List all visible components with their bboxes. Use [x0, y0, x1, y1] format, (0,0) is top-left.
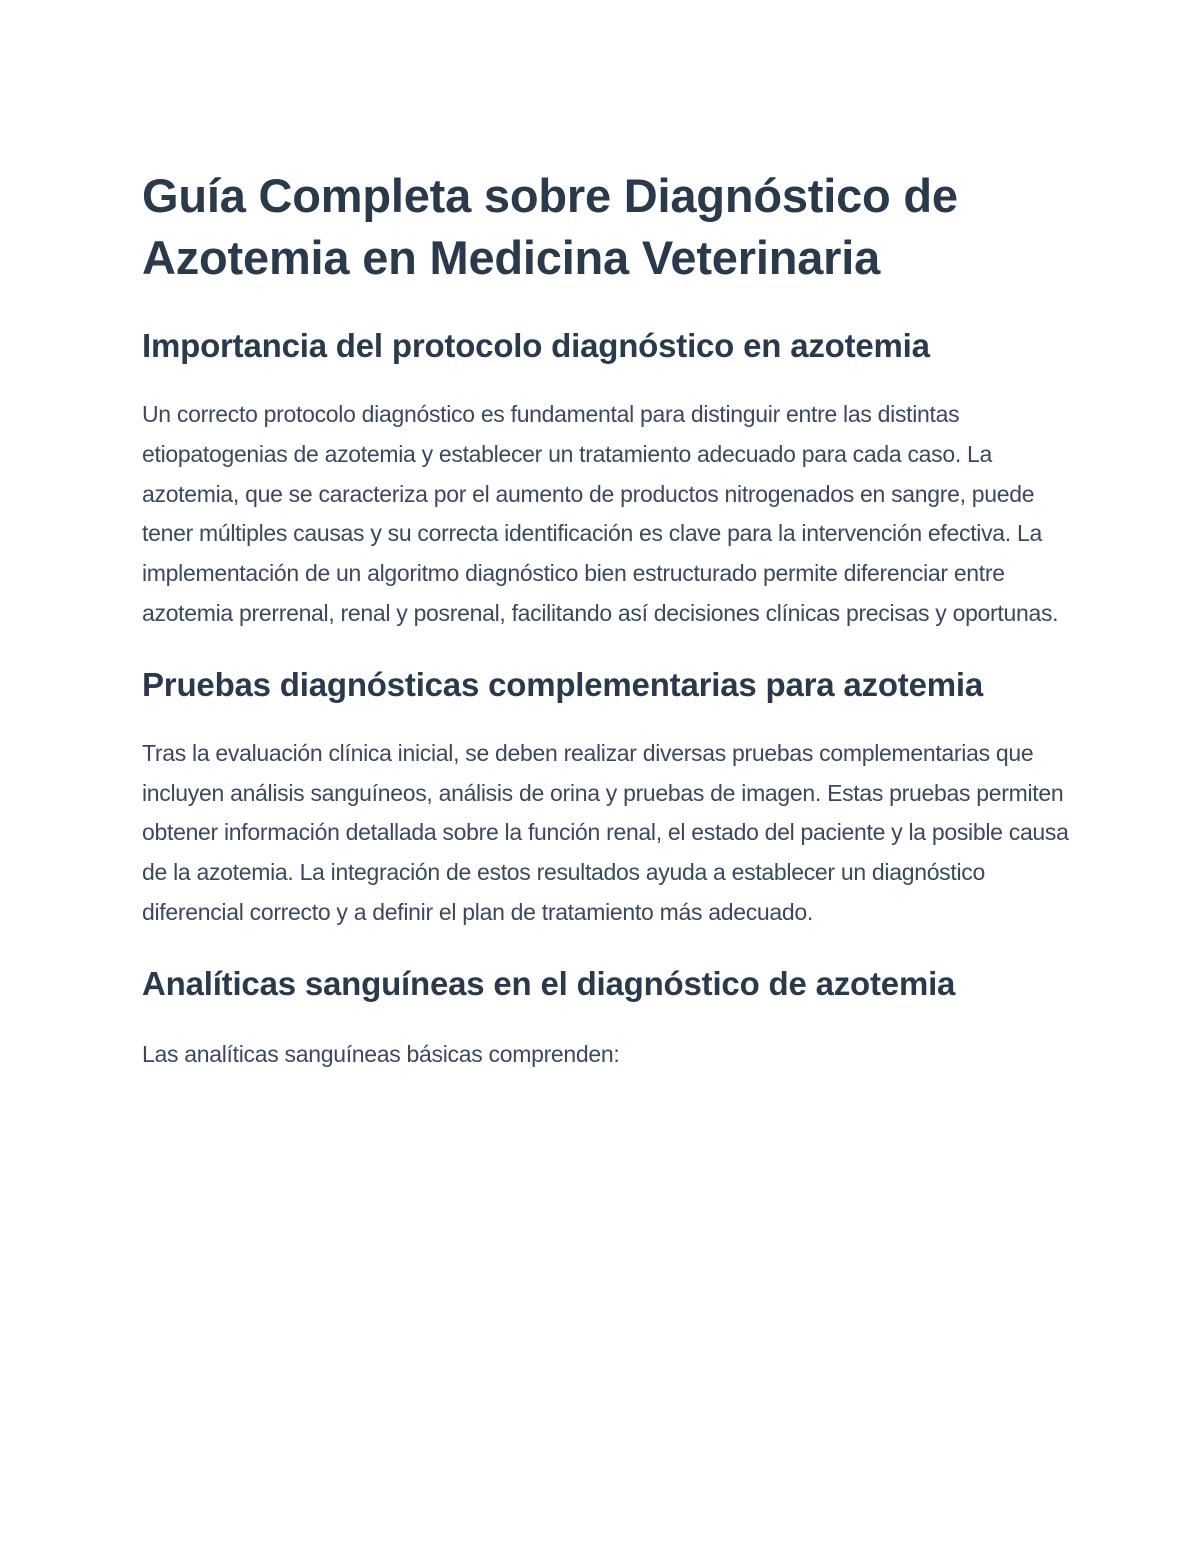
section-heading-importancia: Importancia del protocolo diagnóstico en azotemia — [142, 327, 930, 364]
section-paragraph-analiticas: Las analíticas sanguíneas básicas comprenden: — [142, 1040, 620, 1067]
document-page — [142, 165, 1072, 1075]
section-paragraph-pruebas: Tras la evaluación clínica inicial, se deben realizar diversas pruebas complementarias que incluyen análisis sanguíneos, análisis de orina y pruebas de imagen. Estas pruebas permiten obtener información detallada sobre la función renal, el estado del paciente y la posible causa de la azotemia. La integración de estos resultados ayuda a establecer un diagnóstico diferencial correcto y a definir el plan de tratamiento más adecuado. — [142, 739, 1069, 925]
document-title: Guía Completa sobre Diagnóstico de Azotemia en Medicina Veterinaria — [142, 169, 958, 284]
section-heading-analiticas: Analíticas sanguíneas en el diagnóstico de azotemia — [142, 964, 956, 1002]
section-heading-pruebas: Pruebas diagnósticas complementarias para azotemia — [142, 665, 983, 703]
section-paragraph-importancia: Un correcto protocolo diagnóstico es fundamental para distinguir entre las distintas etiopatogenias de azotemia y establecer un tratamiento adecuado para cada caso. La azotemia, que se caracteriza por el aumento de productos nitrogenados en sangre, puede tener múltiples causas y su correcta identificación es clave para la intervención efectiva. La implementación de un algoritmo diagnóstico bien estructurado permite diferenciar entre azotemia prerrenal, renal y posrenal, facilitando así decisiones clínicas precisas y oportunas. — [142, 401, 1059, 626]
